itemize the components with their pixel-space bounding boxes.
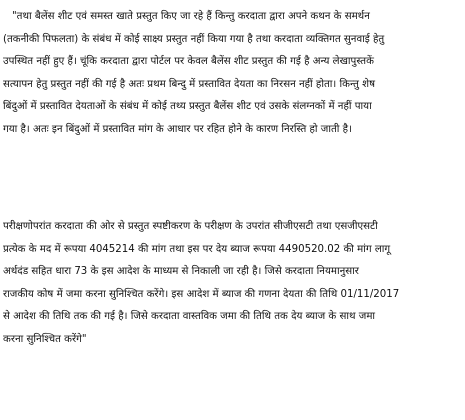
text-line: प्रत्येक के मद में रूपया 4045214 की मांग तथा इस पर देय ब्याज रूपया 4490520.02 की मांग लागू	[3, 243, 391, 255]
text-line: बिंदुओं में प्रस्तावित देयताओं के संबंध में कोई तथ्य प्रस्तुत बैलेंस शीट एवं उसके संलग्नकों में नहीं पाया	[3, 101, 372, 112]
text-line: "तथा बैलेंस शीट एवं समस्त खाते प्रस्तुत किए जा रहे हैं किन्तु करदाता द्वारा अपने कथन के समर्थन	[12, 11, 370, 22]
text-line: से आदेश की तिथि तक की गई है। जिसे करदाता वास्तविक जमा की तिथि तक देय ब्याज के साथ जमा	[3, 311, 376, 322]
document-page	[3, 0, 462, 420]
text-line: अर्थदंड सहित धारा 73 के इस आदेश के माध्यम से निकाली जा रही है। जिसे करदाता नियमानुसार	[3, 266, 359, 277]
text-line: सत्यापन हेतु प्रस्तुत नहीं की गई है अतः प्रथम बिन्दु में प्रस्तावित देयता का निरसन नहीं होता। किन्तु शेष	[3, 78, 375, 90]
text-line: गया है। अतः इन बिंदुओं में प्रस्तावित मांग के आधार पर रहित होने के कारण निरस्ति हो जाती है।	[3, 123, 352, 135]
text-line: (तकनीकी पिफलता) के संबंध में कोई साक्ष्य प्रस्तुत नहीं किया गया है तथा करदाता व्यक्तिगत सुनवाई हेतु	[3, 33, 385, 45]
text-line: करना सुनिश्चित करेंगे"	[3, 333, 87, 345]
text-line: राजकीय कोष में जमा करना सुनिश्चित करेंगे। इस आदेश में ब्याज की गणना देयता की तिथि 01/11/2017	[3, 288, 400, 300]
paragraph-order-demand	[3, 216, 462, 351]
text-line: उपस्थित नहीं हुए हैं। चूंकि करदाता द्वारा पोर्टल पर केवल बैलेंस शीट प्रस्तुत की गई है अन्य लेखापुस्तकें	[3, 56, 374, 67]
text-line: परीक्षणोपरांत करदाता की ओर से प्रस्तुत स्पष्टीकरण के परीक्षण के उपरांत सीजीएसटी तथा एसजीएसटी	[3, 221, 378, 232]
paragraph-order-reasoning	[3, 6, 462, 141]
